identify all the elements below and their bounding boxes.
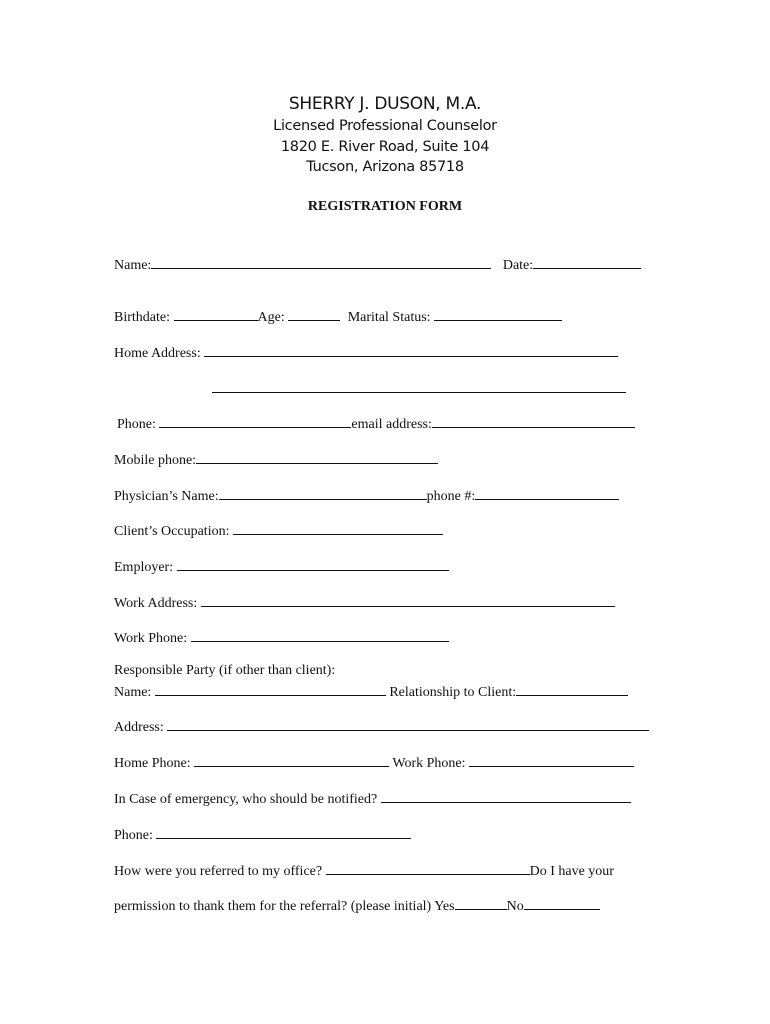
office-address-line1: 1820 E. River Road, Suite 104: [280, 139, 490, 155]
rp-address-label: Address:: [114, 720, 164, 735]
mobile-phone-field[interactable]: [196, 449, 438, 464]
occupation-field[interactable]: [233, 520, 443, 535]
office-address-line2: Tucson, Arizona 85718: [306, 159, 464, 175]
work-phone-label: Work Phone:: [114, 631, 188, 646]
name-date-row: [114, 254, 641, 272]
referral-row: [114, 860, 614, 878]
relationship-field[interactable]: [516, 681, 628, 696]
birthdate-label: Birthdate:: [114, 310, 170, 325]
rp-address-row: [114, 716, 649, 734]
occupation-label: Client’s Occupation:: [114, 524, 230, 539]
date-label: Date:: [502, 258, 534, 273]
home-address-label: Home Address:: [114, 346, 201, 361]
referral-field[interactable]: [326, 860, 530, 875]
responsible-party-heading: Responsible Party (if other than client):: [114, 663, 336, 678]
rp-name-label: Name:: [114, 685, 152, 700]
emergency-phone-label: Phone:: [114, 828, 153, 843]
birthdate-row: [114, 306, 562, 324]
marital-status-label: Marital Status:: [347, 310, 431, 325]
email-field[interactable]: [432, 413, 635, 428]
occupation-row: [114, 520, 443, 538]
mobile-phone-label: Mobile phone:: [114, 453, 197, 468]
home-address-line2-row: [212, 378, 626, 396]
date-field[interactable]: [533, 254, 641, 269]
work-phone-field[interactable]: [191, 627, 449, 642]
work-phone-row: [114, 627, 449, 645]
rp-name-field[interactable]: [155, 681, 386, 696]
rp-home-phone-field[interactable]: [194, 752, 389, 767]
name-label: Name:: [114, 258, 152, 273]
email-label: email address:: [351, 417, 432, 432]
emergency-label: In Case of emergency, who should be notified?: [114, 792, 378, 807]
rp-address-field[interactable]: [167, 716, 649, 731]
relationship-label: Relationship to Client:: [389, 685, 517, 700]
rp-work-phone-field[interactable]: [469, 752, 634, 767]
name-field[interactable]: [151, 254, 491, 269]
responsible-party-name-row: [114, 681, 628, 699]
counselor-credential: Licensed Professional Counselor: [273, 118, 497, 134]
rp-home-phone-label: Home Phone:: [114, 756, 191, 771]
employer-field[interactable]: [177, 556, 449, 571]
no-initial-field[interactable]: [524, 895, 600, 910]
work-address-field[interactable]: [201, 592, 615, 607]
emergency-phone-field[interactable]: [156, 824, 411, 839]
yes-initial-field[interactable]: [455, 895, 507, 910]
home-address-row: [114, 342, 618, 360]
no-label: No: [506, 899, 524, 914]
physician-row: [114, 485, 619, 503]
referral-label: How were you referred to my office?: [114, 864, 323, 879]
age-label: Age:: [257, 310, 285, 325]
employer-label: Employer:: [114, 560, 174, 575]
mobile-phone-row: [114, 449, 438, 467]
age-field[interactable]: [288, 306, 340, 321]
work-address-label: Work Address:: [114, 596, 198, 611]
work-address-row: [114, 592, 615, 610]
physician-phone-label: phone #:: [426, 489, 476, 504]
rp-work-phone-label: Work Phone:: [392, 756, 466, 771]
emergency-phone-row: [114, 824, 411, 842]
phone-email-row: [117, 413, 635, 431]
phone-field[interactable]: [159, 413, 351, 428]
emergency-row: [114, 788, 631, 806]
permission-row: [114, 895, 600, 913]
physician-name-field[interactable]: [219, 485, 427, 500]
marital-status-field[interactable]: [434, 306, 562, 321]
form-title: REGISTRATION FORM: [307, 199, 463, 214]
permission-label-a: Do I have your: [529, 864, 614, 879]
home-address-field-line2[interactable]: [212, 378, 626, 393]
physician-phone-field[interactable]: [475, 485, 619, 500]
counselor-name: SHERRY J. DUSON, M.A.: [288, 94, 482, 114]
permission-label-b: permission to thank them for the referral? (please initial) Yes: [114, 899, 455, 914]
physician-name-label: Physician’s Name:: [114, 489, 219, 504]
phone-label: Phone:: [117, 417, 156, 432]
home-address-field[interactable]: [204, 342, 618, 357]
rp-phones-row: [114, 752, 634, 770]
birthdate-field[interactable]: [174, 306, 258, 321]
emergency-field[interactable]: [381, 788, 631, 803]
employer-row: [114, 556, 449, 574]
